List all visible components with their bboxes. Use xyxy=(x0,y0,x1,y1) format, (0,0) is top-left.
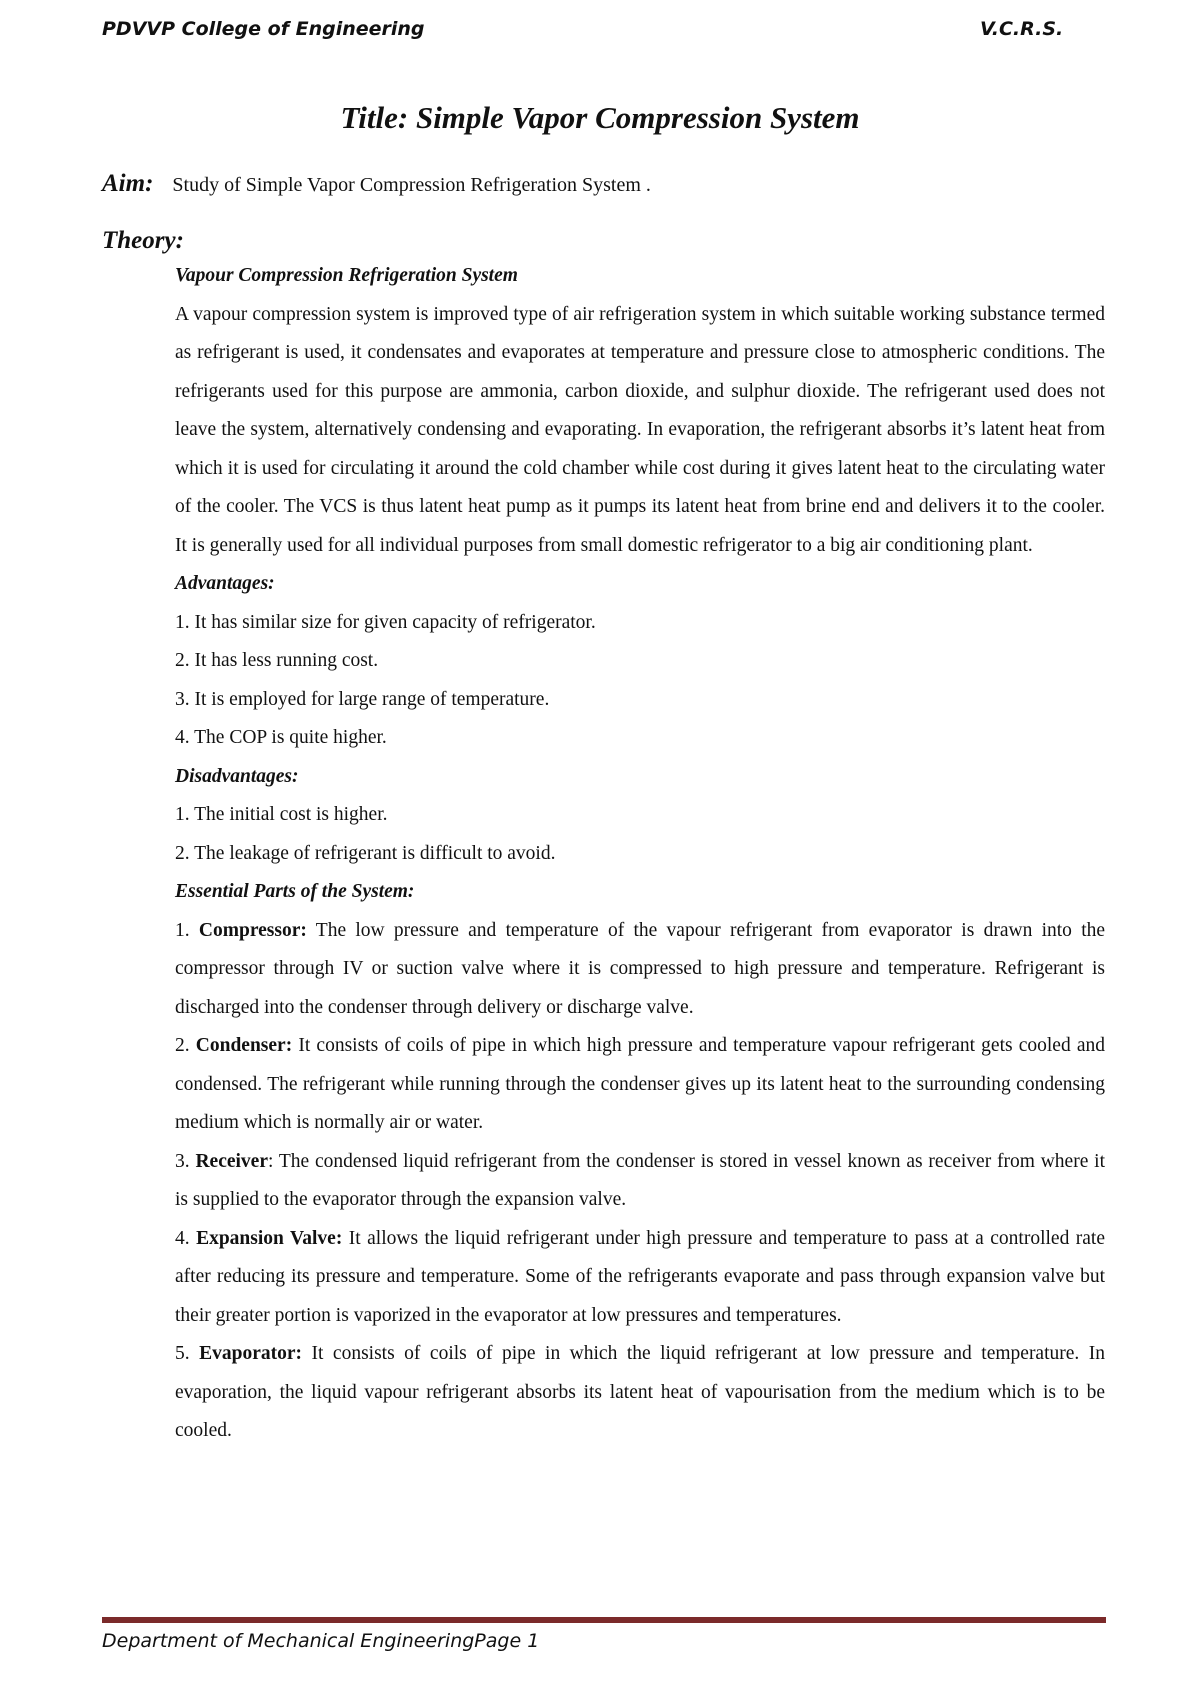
theory-subheading: Vapour Compression Refrigeration System xyxy=(175,265,518,286)
advantage-item: 1. It has similar size for given capacity of refrigerator. xyxy=(175,611,596,633)
parts-heading: Essential Parts of the System: xyxy=(175,881,415,902)
theory-heading: Theory: xyxy=(102,227,184,254)
disadvantages-heading: Disadvantages: xyxy=(175,765,299,787)
part-number: 5. xyxy=(175,1343,190,1364)
advantage-item: 4. The COP is quite higher. xyxy=(175,727,387,748)
aim-text: Study of Simple Vapor Compression Refrigeration System . xyxy=(172,174,651,196)
part-item-evaporator xyxy=(175,1335,1105,1451)
part-description: : The condensed liquid refrigerant from the condenser is stored in vessel known as receiver from where it is supplied to the evaporator through the expansion valve. xyxy=(175,1150,1106,1210)
footer-text: Department of Mechanical EngineeringPage 1 xyxy=(102,1630,540,1652)
part-term: Compressor: xyxy=(198,919,307,941)
part-item-condenser xyxy=(175,1027,1105,1143)
advantage-item: 2. It has less running cost. xyxy=(175,650,379,671)
part-number: 4. xyxy=(175,1227,190,1249)
advantages-heading: Advantages: xyxy=(175,573,275,594)
part-term: Evaporator: xyxy=(199,1343,303,1364)
part-term: Condenser: xyxy=(195,1035,293,1056)
part-description: It consists of coils of pipe in which high pressure and temperature vapour refrigerant gets cooled and condensed. The refrigerant while running through the condenser gives up its latent heat to the surrounding condensing medium which is normally air or water. xyxy=(175,1035,1106,1133)
part-term: Receiver xyxy=(195,1150,268,1172)
part-description: The low pressure and temperature of the vapour refrigerant from evaporator is drawn into the compressor through IV or suction valve where it is compressed to high pressure and temperature. Refrigerant is discharged into the condenser through delivery or discharge valve. xyxy=(175,919,1106,1018)
disadvantage-item: 2. The leakage of refrigerant is difficult to avoid. xyxy=(175,842,556,864)
aim-line xyxy=(102,170,651,198)
part-number: 2. xyxy=(175,1035,190,1056)
part-description: It allows the liquid refrigerant under high pressure and temperature to pass at a controlled rate after reducing its pressure and temperature. Some of the refrigerants evaporate and pass through expansion valve but their greater portion is vaporized in the evaporator at low pressures and temperatures. xyxy=(175,1227,1106,1326)
page-title: Title: Simple Vapor Compression System xyxy=(340,100,860,135)
header-college-name: PDVVP College of Engineering xyxy=(102,18,425,40)
part-item-receiver xyxy=(175,1143,1105,1220)
footer-divider xyxy=(102,1617,1106,1623)
part-description: It consists of coils of pipe in which the liquid refrigerant at low pressure and temperature. In evaporation, the liquid vapour refrigerant absorbs its latent heat of vapourisation from the medium which is to be cooled. xyxy=(175,1343,1106,1441)
advantage-item: 3. It is employed for large range of temperature. xyxy=(175,688,550,710)
header-subject-code: V.C.R.S. xyxy=(980,18,1064,40)
part-term: Expansion Valve: xyxy=(196,1227,343,1249)
theory-paragraph: A vapour compression system is improved type of air refrigeration system in which suitable working substance termed as refrigerant is used, it condensates and evaporates at temperature and pressure close to atmospheric conditions. The refrigerants used for this purpose are ammonia, carbon dioxide, and sulphur dioxide. The refrigerant used does not leave the system, alternatively condensing and evaporating. In evaporation, the refrigerant absorbs it’s latent heat from which it is used for circulating it around the cold chamber while cost during it gives latent heat to the circulating water of the cooler. The VCS is thus latent heat pump as it pumps its latent heat from brine end and delivers it to the cooler. It is generally used for all individual purposes from small domestic refrigerator to a big air conditioning plant. xyxy=(175,303,1105,556)
disadvantage-item: 1. The initial cost is higher. xyxy=(175,804,388,825)
part-number: 1. xyxy=(175,919,190,941)
theory-body xyxy=(175,257,1105,1451)
part-item-compressor xyxy=(175,912,1105,1028)
part-item-expansion-valve xyxy=(175,1220,1105,1336)
aim-label: Aim: xyxy=(102,170,154,197)
part-number: 3. xyxy=(175,1150,190,1172)
